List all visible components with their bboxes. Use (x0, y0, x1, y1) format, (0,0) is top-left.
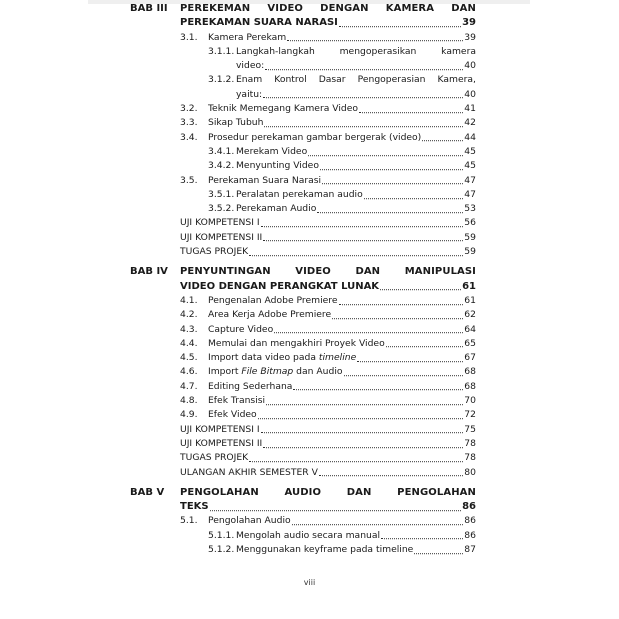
entry-number: 5.1. (180, 515, 198, 527)
entry-page: 68 (464, 366, 476, 378)
entry-title: Pengenalan Adobe Premiere (208, 294, 338, 306)
toc-entry[interactable] (130, 308, 476, 322)
entry-number: 4.5. (180, 352, 198, 364)
entry-title-part: dan Audio (293, 366, 343, 378)
entry-title: Menyunting Video (236, 160, 319, 172)
entry-page: 68 (464, 380, 476, 392)
entry-page: 47 (464, 188, 476, 200)
toc-entry[interactable] (130, 174, 476, 188)
toc-section-entry[interactable] (130, 423, 476, 437)
chapter-title-word: DAN (451, 3, 476, 14)
entry-title: Teknik Memegang Kamera Video (208, 103, 359, 115)
entry-title-continuation: yaitu: (236, 88, 263, 100)
toc-subentry[interactable] (130, 188, 476, 202)
entry-title: Perekaman Audio (236, 203, 317, 215)
entry-page: 40 (464, 60, 476, 72)
toc-subentry[interactable] (130, 529, 476, 543)
entry-number: 3.3. (180, 117, 198, 129)
chapter-title-word: DAN (346, 486, 372, 498)
toc-entry[interactable] (130, 394, 476, 408)
chapter-title-line2: TEKS (180, 501, 209, 513)
entry-page: 65 (464, 337, 476, 349)
entry-number: 3.5.2. (208, 203, 235, 215)
entry-page: 62 (464, 309, 476, 321)
chapter-title-word: DENGAN (320, 3, 369, 14)
chapter-page: 39 (462, 17, 476, 29)
toc-entry[interactable] (130, 102, 476, 116)
chapter-title-line1 (180, 2, 476, 16)
entry-title: Efek Video (208, 409, 257, 421)
entry-number: 3.1.1. (208, 45, 235, 57)
entry-title: Peralatan perekaman audio (236, 188, 363, 200)
chapter-title-word: PEREKEMAN (180, 3, 251, 14)
dot-leader (265, 69, 463, 70)
entry-number: 5.1.1. (208, 529, 235, 541)
entry-number: 4.3. (180, 323, 198, 335)
dot-leader (332, 318, 463, 319)
entry-page: 61 (464, 294, 476, 306)
dot-leader (249, 461, 463, 462)
entry-title: UJI KOMPETENSI II (180, 437, 263, 449)
toc-entry[interactable] (130, 337, 476, 351)
entry-title: Mengolah audio secara manual (236, 529, 381, 541)
entry-number: 4.8. (180, 395, 198, 407)
entry-page: 42 (464, 117, 476, 129)
dot-leader (322, 183, 463, 184)
entry-page: 56 (464, 217, 476, 229)
dot-leader (339, 304, 464, 305)
chapter-title-word: PENGOLAHAN (180, 486, 259, 498)
entry-title-word: Pengoperasian (357, 74, 426, 86)
chapter-label: BAB V (130, 486, 165, 498)
entry-page: 45 (464, 145, 476, 157)
dot-leader (266, 404, 463, 405)
toc-entry[interactable] (130, 365, 476, 379)
chapter-heading-continuation[interactable] (130, 500, 476, 514)
entry-title-line1 (236, 73, 476, 87)
chapter-title-line1 (180, 486, 476, 500)
dot-leader (263, 447, 463, 448)
entry-title: TUGAS PROJEK (180, 246, 249, 258)
toc-entry[interactable] (130, 116, 476, 130)
entry-title: TUGAS PROJEK (180, 452, 249, 464)
dot-leader (261, 432, 464, 433)
chapter-title-word: KAMERA (385, 3, 435, 14)
dot-leader (380, 289, 461, 290)
entry-page: 67 (464, 352, 476, 364)
dot-leader (320, 169, 463, 170)
entry-title: Prosedur perekaman gambar bergerak (video) (208, 131, 422, 143)
entry-number: 4.9. (180, 409, 198, 421)
toc-entry[interactable] (130, 323, 476, 337)
dot-leader (249, 255, 463, 256)
entry-title-word: Langkah-langkah (236, 45, 315, 57)
entry-title-line1 (236, 45, 476, 59)
entry-title: Memulai dan mengakhiri Proyek Video (208, 337, 385, 349)
toc-subentry-continuation[interactable] (130, 59, 476, 73)
dot-leader (261, 226, 464, 227)
entry-page: 70 (464, 395, 476, 407)
toc-subentry[interactable] (130, 543, 476, 557)
dot-leader (292, 524, 464, 525)
toc-entry[interactable] (130, 31, 476, 45)
toc-entry[interactable] (130, 351, 476, 365)
entry-page: 45 (464, 160, 476, 172)
dot-leader (386, 347, 464, 348)
chapter-heading-continuation[interactable] (130, 16, 476, 30)
dot-leader (381, 539, 463, 540)
toc-subentry[interactable] (130, 45, 476, 59)
chapter-title-word: MANIPULASI (404, 266, 476, 278)
entry-page: 59 (464, 246, 476, 258)
chapter-label: BAB III (130, 3, 168, 14)
toc-section-entry[interactable] (130, 245, 476, 259)
entry-title-italic: timeline (318, 352, 357, 364)
entry-page: 78 (464, 452, 476, 464)
entry-page: 75 (464, 423, 476, 435)
entry-page: 44 (464, 131, 476, 143)
entry-page: 86 (464, 515, 476, 527)
entry-title: Area Kerja Adobe Premiere (208, 309, 332, 321)
entry-title: ULANGAN AKHIR SEMESTER V (180, 466, 318, 478)
dot-leader (263, 241, 463, 242)
dot-leader (344, 375, 464, 376)
chapter-title-line2: PEREKAMAN SUARA NARASI (180, 17, 338, 29)
entry-title-italic: File Bitmap (241, 366, 294, 378)
entry-title: UJI KOMPETENSI II (180, 231, 263, 243)
chapter-heading-continuation[interactable] (130, 280, 476, 294)
entry-number: 4.4. (180, 337, 198, 349)
entry-page: 53 (464, 203, 476, 215)
entry-title-part: Import (208, 366, 242, 378)
entry-page: 39 (464, 31, 476, 43)
entry-title: Pengolahan Audio (208, 515, 291, 527)
dot-leader (357, 361, 463, 362)
entry-title: Efek Transisi (208, 395, 266, 407)
dot-leader (317, 212, 463, 213)
entry-title-word: mengoperasikan (339, 45, 417, 57)
chapter-title-line2: VIDEO DENGAN PERANGKAT LUNAK (180, 280, 380, 292)
entry-title: Merekam Video (236, 145, 308, 157)
chapter-title-word: PENGOLAHAN (397, 486, 476, 498)
entry-number: 3.4.1. (208, 145, 235, 157)
toc-subentry-continuation[interactable] (130, 88, 476, 102)
dot-leader (422, 141, 463, 142)
entry-title-continuation: video: (236, 60, 265, 72)
entry-title (208, 351, 356, 365)
entry-number: 3.5.1. (208, 188, 235, 200)
toc-entry[interactable] (130, 380, 476, 394)
dot-leader (364, 198, 464, 199)
entry-title: Editing Sederhana (208, 380, 293, 392)
entry-page: 41 (464, 103, 476, 115)
entry-title-word: Kontrol (274, 74, 307, 86)
entry-page: 86 (464, 529, 476, 541)
chapter-title-word: AUDIO (284, 486, 322, 498)
entry-page: 80 (464, 466, 476, 478)
toc-section-entry[interactable] (130, 466, 476, 480)
entry-title (208, 365, 343, 379)
entry-number: 4.6. (180, 366, 198, 378)
chapter-title-line1 (180, 265, 476, 279)
entry-title-word: Dasar (318, 74, 346, 86)
entry-page: 72 (464, 409, 476, 421)
entry-number: 3.4. (180, 131, 198, 143)
dot-leader (274, 332, 463, 333)
entry-page: 78 (464, 437, 476, 449)
chapter-page: 61 (462, 280, 476, 292)
entry-number: 3.1.2. (208, 74, 235, 86)
chapter-label: BAB IV (130, 266, 168, 278)
chapter-title-word: VIDEO (267, 3, 303, 14)
toc-subentry[interactable] (130, 159, 476, 173)
dot-leader (308, 155, 463, 156)
entry-number: 3.2. (180, 103, 198, 115)
entry-number: 4.2. (180, 309, 198, 321)
chapter-title-word: DAN (355, 266, 381, 278)
entry-title-word: Kamera, (437, 74, 476, 86)
toc-section-entry[interactable] (130, 437, 476, 451)
dot-leader (414, 553, 463, 554)
entry-number: 4.7. (180, 380, 198, 392)
toc-section-entry[interactable] (130, 216, 476, 230)
dot-leader (319, 475, 463, 476)
chapter-title-word: PENYUNTINGAN (180, 266, 271, 278)
toc-section-entry[interactable] (130, 451, 476, 465)
entry-title: Kamera Perekam (208, 31, 287, 43)
chapter-title-word: VIDEO (295, 266, 331, 278)
toc-section-entry[interactable] (130, 231, 476, 245)
entry-title-word: Enam (236, 74, 263, 86)
table-of-contents (130, 2, 476, 557)
entry-title: Menggunakan keyframe pada timeline (236, 543, 414, 555)
entry-number: 3.4.2. (208, 160, 235, 172)
entry-title: Capture Video (208, 323, 274, 335)
dot-leader (339, 26, 461, 27)
entry-title-part: Import data video pada (208, 352, 319, 364)
entry-number: 3.1. (180, 31, 198, 43)
entry-page: 40 (464, 88, 476, 100)
toc-subentry[interactable] (130, 73, 476, 87)
entry-number: 4.1. (180, 294, 198, 306)
dot-leader (293, 390, 463, 391)
toc-subentry[interactable] (130, 202, 476, 216)
dot-leader (210, 510, 461, 511)
entry-number: 5.1.2. (208, 543, 235, 555)
entry-title: UJI KOMPETENSI I (180, 423, 260, 435)
chapter-page: 86 (462, 501, 476, 513)
dot-leader (263, 98, 463, 99)
entry-page: 87 (464, 543, 476, 555)
toc-entry[interactable] (130, 294, 476, 308)
chapter-heading[interactable] (130, 265, 476, 279)
entry-number: 3.5. (180, 174, 198, 186)
page-number: viii (303, 578, 316, 587)
entry-title-word: kamera (441, 45, 476, 57)
entry-title: UJI KOMPETENSI I (180, 217, 260, 229)
dot-leader (287, 40, 463, 41)
chapter-heading[interactable] (130, 486, 476, 500)
toc-entry[interactable] (130, 131, 476, 145)
entry-title: Perekaman Suara Narasi (208, 174, 322, 186)
dot-leader (359, 112, 463, 113)
dot-leader (264, 126, 463, 127)
entry-title: Sikap Tubuh (208, 117, 264, 129)
toc-entry[interactable] (130, 514, 476, 528)
entry-page: 64 (464, 323, 476, 335)
toc-subentry[interactable] (130, 145, 476, 159)
entry-page: 59 (464, 231, 476, 243)
entry-page: 47 (464, 174, 476, 186)
dot-leader (258, 418, 464, 419)
toc-entry[interactable] (130, 408, 476, 422)
chapter-heading[interactable] (130, 2, 476, 16)
